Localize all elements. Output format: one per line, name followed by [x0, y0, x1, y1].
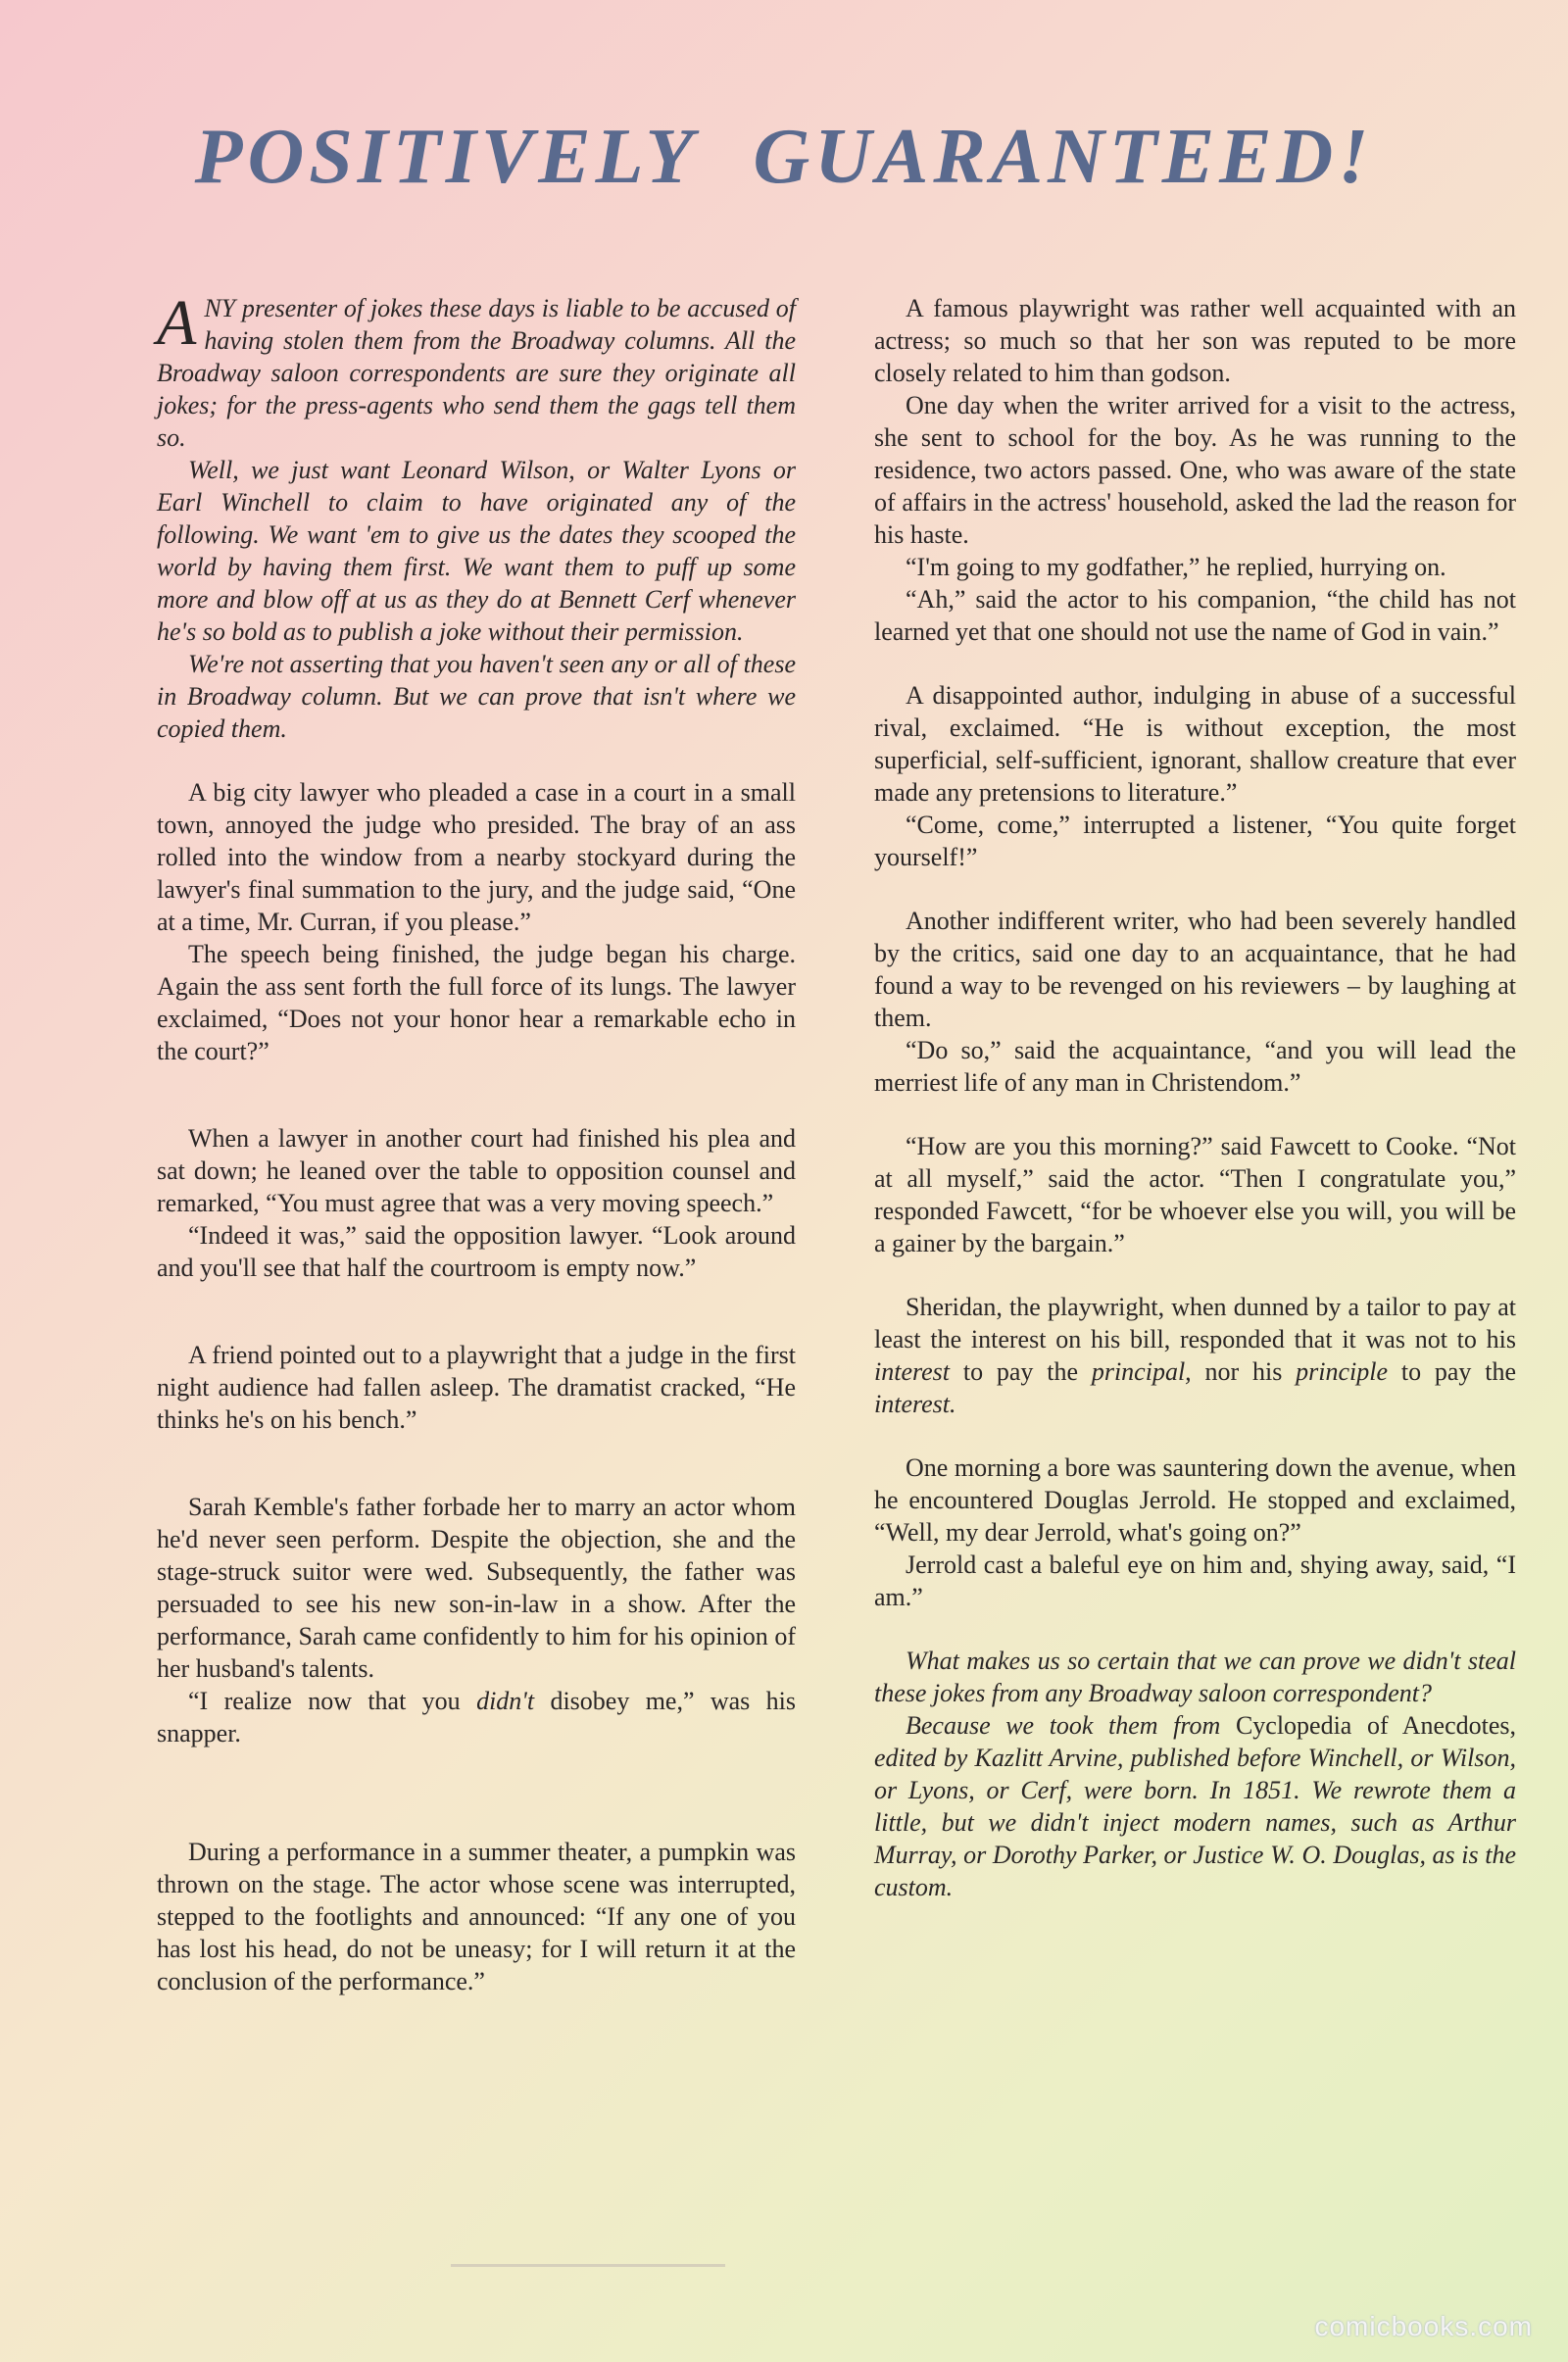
intro-paragraph-1: ANY presenter of jokes these days is liable to be accused of having stolen them from the Broadway columns. All the Broadway saloon correspondents are sure they originate all jokes; for the press-agents who send them the gags tell them so. — [157, 287, 796, 452]
anecdote-laughing-1: Another indifferent writer, who had been severely handled by the critics, said one day to an acquaintance, that he had found a way to be revenged on his reviewers – by laughing at them. — [874, 907, 1516, 1032]
intro-paragraph-2: Well, we just want Leonard Wilson, or Walter Lyons or Earl Winchell to claim to have originated any of the following. We want 'em to give us the dates they scooped the world by having them first. We want them to puff up some more and blow off at us as they do at Bennett Cerf whenever he's so bold as to publish a joke without their permission. — [157, 456, 796, 646]
anecdote-pumpkin: During a performance in a summer theater, a pumpkin was thrown on the stage. The actor whose scene was interrupted, stepped to the footlights and announced: “If any one of you has lost his head, do not be uneasy; for I will return it at the conclusion of the performance.” — [157, 1838, 796, 1995]
closing-paragraph-1: What makes us so certain that we can prove we didn't steal these jokes from any Broadway saloon correspondent? — [874, 1647, 1516, 1707]
page-title: POSITIVELY GUARANTEED! — [194, 114, 1374, 200]
anecdote-jerrold-1: One morning a bore was sauntering down the avenue, when he encountered Douglas Jerrold. He stopped and exclaimed, “Well, my dear Jerrold, what's going on?” — [874, 1453, 1516, 1547]
drop-cap: A — [157, 287, 197, 359]
anecdote-godfather-4: “Ah,” said the actor to his companion, “the child has not learned yet that one should not use the name of God in vain.” — [874, 585, 1516, 646]
print-smudge — [451, 2264, 725, 2267]
anecdote-godfather-3: “I'm going to my godfather,” he replied, hurrying on. — [906, 553, 1446, 581]
anecdote-fawcett: “How are you this morning?” said Fawcett to Cooke. “Not at all myself,” said the actor. “Then I congratulate you,” responded Fawcett, “for be whoever else you will, you will be a gainer by the bargain.” — [874, 1132, 1516, 1257]
anecdote-sheridan: Sheridan, the playwright, when dunned by a tailor to pay at least the interest on his bill, responded that it was not to his interest to pay the principal, nor his principle to pay the interest. — [874, 1293, 1517, 1418]
source-watermark: comicbooks.com — [1314, 2311, 1533, 2341]
anecdote-godfather-2: One day when the writer arrived for a visit to the actress, she sent to school for the boy. As he was running to the residence, two actors passed. One, who was aware of the state of affairs in the actress' household, asked the lad the reason for his haste. — [874, 391, 1516, 549]
closing-paragraph-2: Because we took them from Cyclopedia of Anecdotes, edited by Kazlitt Arvine, published before Winchell, or Wilson, or Lyons, or Cerf, were born. In 1851. We rewrote them a little, but we didn't inject modern names, such as Arthur Murray, or Dorothy Parker, or Justice W. O. Douglas, as is the custom. — [874, 1711, 1516, 1901]
anecdote-rival-2: “Come, come,” interrupted a listener, “You quite forget yourself!” — [874, 811, 1516, 871]
anecdote-lawyer-echo-1: A big city lawyer who pleaded a case in a court in a small town, annoyed the judge who presided. The bray of an ass rolled into the window from a nearby stockyard during the lawyer's final summation to the jury, and the judge said, “One at a time, Mr. Curran, if you please.” — [157, 778, 796, 936]
left-column — [157, 287, 796, 1997]
anecdote-lawyer-echo-2: The speech being finished, the judge began his charge. Again the ass sent forth the full force of its lungs. The lawyer exclaimed, “Does not your honor hear a remarkable echo in the court?” — [157, 940, 796, 1065]
anecdote-moving-speech-1: When a lawyer in another court had finished his plea and sat down; he leaned over the table to opposition counsel and remarked, “You must agree that was a very moving speech.” — [157, 1124, 796, 1217]
anecdote-kemble-2: “I realize now that you didn't disobey me,” was his snapper. — [157, 1687, 796, 1747]
anecdote-laughing-2: “Do so,” said the acquaintance, “and you will lead the merriest life of any man in Christendom.” — [874, 1036, 1516, 1097]
intro-paragraph-3: We're not asserting that you haven't seen any or all of these in Broadway column. But we can prove that isn't where we copied them. — [157, 650, 796, 743]
anecdote-jerrold-2: Jerrold cast a baleful eye on him and, shying away, said, “I am.” — [874, 1550, 1516, 1611]
anecdote-godfather-1: A famous playwright was rather well acquainted with an actress; so much so that her son was reputed to be more closely related to him than godson. — [874, 294, 1516, 387]
right-column — [874, 292, 1516, 1903]
anecdote-moving-speech-2: “Indeed it was,” said the opposition lawyer. “Look around and you'll see that half the courtroom is empty now.” — [157, 1221, 796, 1282]
anecdote-rival-1: A disappointed author, indulging in abuse of a successful rival, exclaimed. “He is without exception, the most superficial, self-sufficient, ignorant, shallow creature that ever made any pretensions to literature.” — [874, 681, 1516, 807]
anecdote-kemble-1: Sarah Kemble's father forbade her to marry an actor whom he'd never seen perform. Despite the objection, she and the stage-struck suitor were wed. Subsequently, the father was persuaded to see his new son-in-law in a show. After the performance, Sarah came confidently to him for his opinion of her husband's talents. — [157, 1493, 796, 1683]
anecdote-judge-asleep: A friend pointed out to a playwright that a judge in the first night audience had fallen asleep. The dramatist cracked, “He thinks he's on his bench.” — [157, 1341, 796, 1434]
